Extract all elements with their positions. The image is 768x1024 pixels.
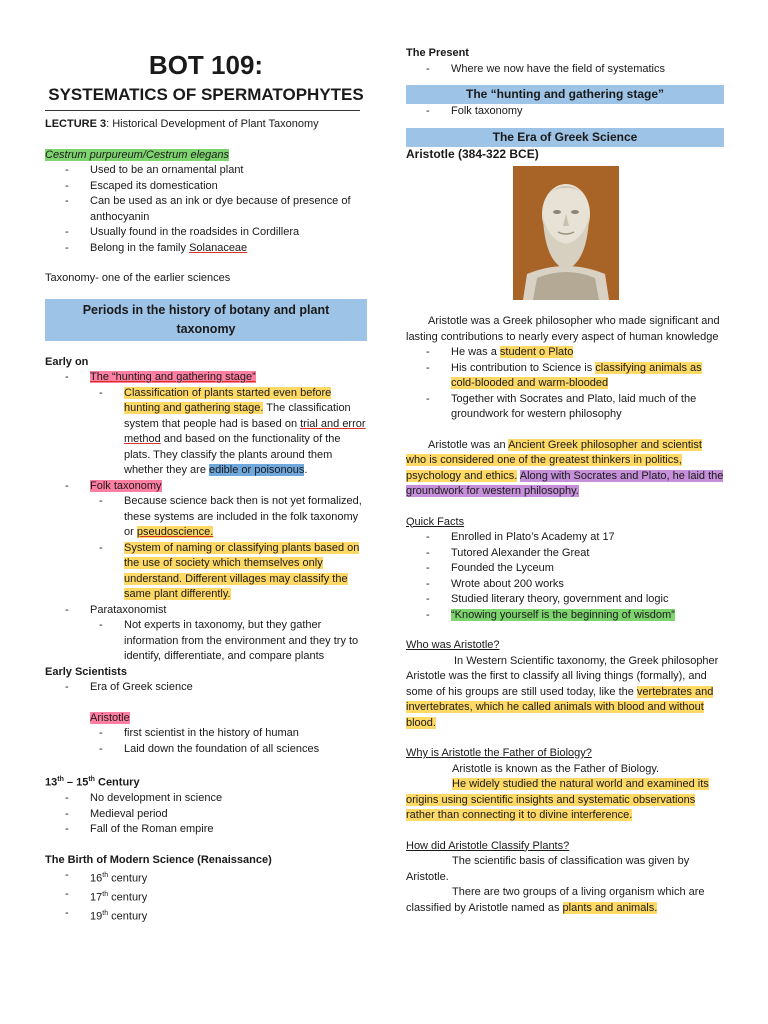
list-item: [45, 603, 367, 665]
periods-header: Periods in the history of botany and plant taxonomy: [45, 299, 367, 341]
renaissance-heading: The Birth of Modern Science (Renaissance): [45, 853, 272, 866]
list-item: - Usually found in the roadsides in Cordillera: [45, 225, 367, 241]
list-item: - Can be used as an ink or dye because of presence of anthocyanin: [45, 194, 367, 225]
list-item: - Where we now have the field of systematics: [406, 62, 724, 78]
aristotle-bio-paragraph: Aristotle was an Ancient Greek philosopher and scientist who is considered one of the greatest thinkers in politics, psychology and ethics. Along with Socrates and Plato, he laid the groundwork for western philosophy.: [406, 438, 724, 497]
classify-paragraph-2: There are two groups of a living organism which are classified by Aristotle named as plants and animals.: [406, 886, 705, 914]
early-on-heading: Early on: [45, 355, 89, 368]
list-item: - Used to be an ornamental plant: [45, 163, 367, 179]
century-heading: 13th – 15th Century: [45, 776, 140, 789]
aristotle-list: [79, 726, 367, 757]
list-item: [45, 479, 367, 603]
title-divider: [45, 110, 360, 111]
list-item: - Fall of the Roman empire: [45, 822, 367, 838]
list-item: - Not experts in taxonomy, but they gather information from the environment and they try to identify, differentiate, and compare plants: [90, 618, 367, 665]
early-scientists-heading: Early Scientists: [45, 665, 127, 678]
quote: “Knowing yourself is the beginning of wisdom”: [451, 608, 675, 621]
aristotle-label: Aristotle: [90, 711, 130, 724]
course-title: BOT 109:: [148, 50, 264, 80]
species-list: [45, 163, 367, 256]
father-heading: Why is Aristotle the Father of Biology?: [406, 747, 592, 759]
aristotle-bust-image: [513, 166, 619, 300]
lecture-label: LECTURE 3: [45, 118, 107, 130]
early-on-list: [45, 370, 367, 665]
list-item: - 16th century: [45, 868, 367, 887]
list-item: - Laid down the foundation of all sciences: [79, 742, 367, 758]
list-item: - Wrote about 200 works: [406, 577, 724, 593]
hunting-bar: The “hunting and gathering stage”: [406, 85, 724, 104]
list-item: - Medieval period: [45, 807, 367, 823]
list-item: - Escaped its domestication: [45, 179, 367, 195]
quick-facts-list: [406, 530, 724, 623]
left-column: [45, 0, 367, 926]
family-name: Solanaceae: [189, 241, 248, 254]
classify-paragraph-1: The scientific basis of classification was given by Aristotle.: [406, 855, 690, 883]
present-heading: The Present: [406, 47, 469, 59]
list-item: - Enrolled in Plato’s Academy at 17: [406, 530, 724, 546]
renaissance-list: [45, 868, 367, 925]
list-item: - Founded the Lyceum: [406, 561, 724, 577]
list-item: - Because science back then is not yet formalized, these systems are included in the folk taxonomy or pseudoscience.: [90, 494, 367, 541]
list-item: - 17th century: [45, 887, 367, 906]
aristotle-paragraph: Aristotle was a Greek philosopher who made significant and lasting contributions to nearly every aspect of human knowledge: [406, 315, 720, 343]
list-item: - Belong in the family Solanaceae: [45, 241, 367, 257]
course-subtitle: SYSTEMATICS OF SPERMATOPHYTES: [48, 85, 364, 104]
hunting-stage: The “hunting and gathering stage”: [90, 371, 256, 383]
list-item: - No development in science: [45, 791, 367, 807]
list-item: [45, 370, 367, 479]
classify-heading: How did Aristotle Classify Plants?: [406, 839, 570, 852]
lecture-title: : Historical Development of Plant Taxonomy: [106, 118, 319, 130]
quick-facts-heading: Quick Facts: [406, 515, 465, 528]
list-item: - Classification of plants started even before hunting and gathering stage. The classification system that people had is based on trial and error method and based on the functionality of the plats. They classify the plants around them whether they are edible or poisonous.: [90, 386, 367, 479]
folk-taxonomy: Folk taxonomy: [90, 479, 162, 492]
father-line: Aristotle is known as the Father of Biology.: [452, 762, 660, 775]
century-list: [45, 791, 367, 838]
list-item: - 19th century: [45, 906, 367, 925]
list-item: - Era of Greek science: [45, 680, 367, 696]
who-heading: Who was Aristotle?: [406, 639, 500, 651]
species-name: Cestrum purpureum/Cestrum elegans: [45, 148, 230, 161]
who-paragraph: In Western Scientific taxonomy, the Greek philosopher Aristotle was the first to classify all living things (formally), and some of his groups are still used today, like the vertebrates and invertebrates, which he called animals with blood and without blood.: [406, 654, 719, 729]
lecture-line: [45, 117, 367, 133]
list-item: - first scientist in the history of human: [79, 726, 367, 742]
taxonomy-line: Taxonomy- one of the earlier sciences: [45, 272, 231, 284]
parataxonomist: Parataxonomist: [90, 603, 167, 616]
greek-science-bar: The Era of Greek Science: [406, 128, 724, 147]
aristotle-facts-list: [406, 345, 724, 423]
list-item: - Tutored Alexander the Great: [406, 546, 724, 562]
list-item: - He was a student o Plato: [406, 345, 724, 361]
list-item: - System of naming or classifying plants based on the use of society which themselves only understand. Different villages may classify the same plant differently.: [90, 541, 367, 603]
right-column: [406, 46, 724, 916]
list-item: [406, 608, 724, 624]
list-item: - Studied literary theory, government and logic: [406, 592, 724, 608]
list-item: - His contribution to Science is classifying animals as cold-blooded and warm-blooded: [406, 361, 724, 392]
list-item: - Folk taxonomy: [406, 104, 724, 120]
father-paragraph: He widely studied the natural world and examined its origins using scientific insights and systematic observations rather than connecting it to divine interference.: [406, 778, 709, 821]
list-item: - Together with Socrates and Plato, laid much of the groundwork for western philosophy: [406, 392, 724, 423]
aristotle-heading: Aristotle (384-322 BCE): [406, 146, 539, 161]
